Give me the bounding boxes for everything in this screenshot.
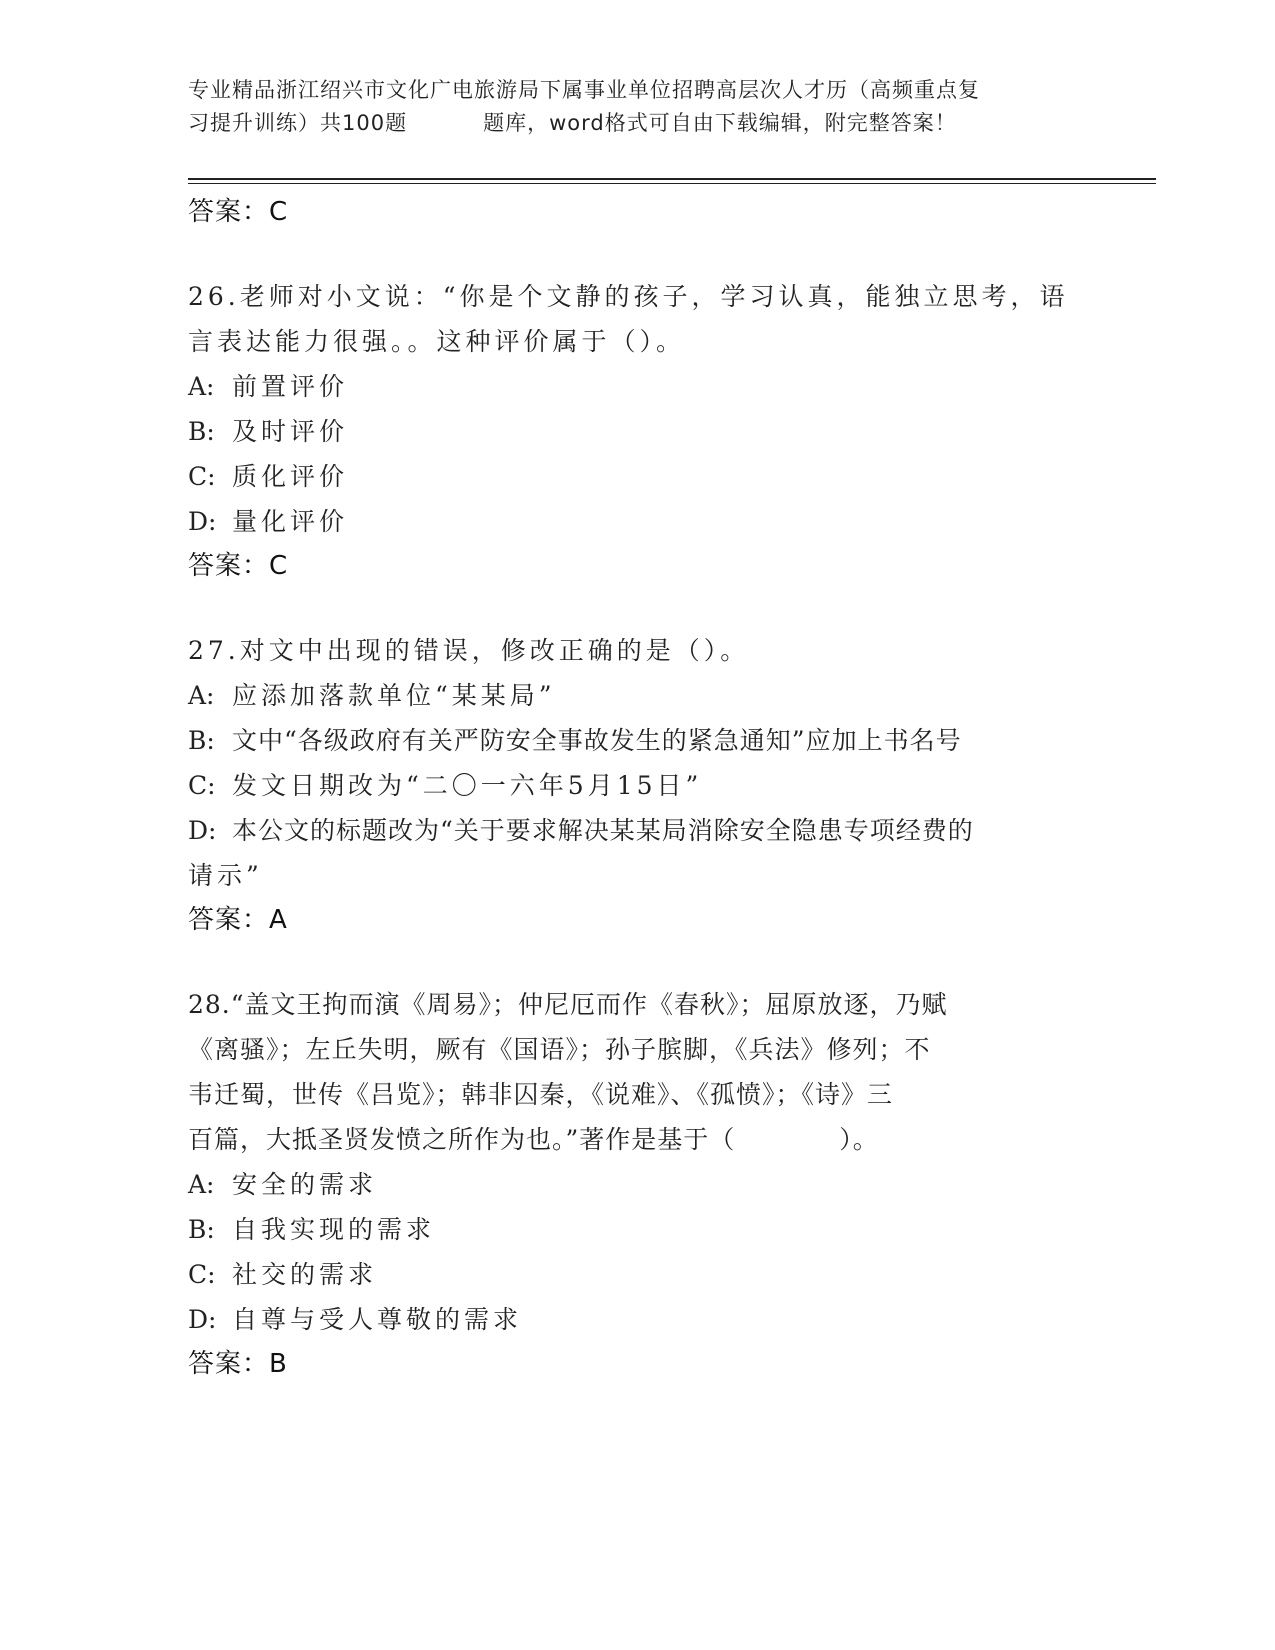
question-28 [188,982,1088,1386]
option-text: 文中“各级政府有关严防安全事故发生的紧急通知”应加上书名号 [232,726,962,755]
option-letter: B: [188,417,215,446]
option-letter: A: [188,681,215,710]
question-27 [188,628,1088,942]
option-letter: D: [188,1305,217,1334]
answer-line: 答案：C [188,551,289,581]
option-letter: C: [188,462,216,491]
option-text: 及时评价 [232,417,349,446]
header-divider-thin [188,183,1156,184]
header-line-2 [188,107,1088,140]
option-letter: C: [188,771,216,800]
option-letter: C: [188,1260,216,1289]
header-line-2-part-b: 题库，word格式可自由下载编辑，附完整答案！ [483,111,957,135]
option-b [188,1207,1088,1252]
option-b [188,409,1088,454]
question-stem-line: 28.“盖文王拘而演《周易》；仲尼厄而作《春秋》；屈原放逐，乃赋 [188,990,948,1019]
option-text: 自尊与受人尊敬的需求 [232,1305,523,1334]
option-letter: A: [188,1170,215,1199]
page-header [188,74,1088,140]
answer-line: 答案：A [188,905,288,935]
option-text: 质化评价 [232,462,349,491]
option-d [188,1297,1088,1342]
option-c [188,1252,1088,1297]
option-c [188,454,1088,499]
option-letter: D: [188,507,217,536]
option-c [188,763,1088,808]
option-a [188,1162,1088,1207]
previous-answer: 答案：C [188,197,289,227]
question-stem-line: 26.老师对小文说：“你是个文静的孩子，学习认真，能独立思考，语 [188,282,1069,311]
option-text: 发文日期改为“二〇一六年5月15日” [232,771,703,800]
option-text: 安全的需求 [232,1170,378,1199]
header-line-1: 专业精品浙江绍兴市文化广电旅游局下属事业单位招聘高层次人才历（高频重点复 [188,78,980,102]
document-body [188,190,1088,1386]
question-stem-line: 韦迁蜀，世传《吕览》；韩非囚秦，《说难》、《孤愤》；《诗》三 [188,1080,894,1109]
option-b [188,718,1088,763]
option-letter: A: [188,372,215,401]
option-a [188,673,1088,718]
option-text: 量化评价 [232,507,349,536]
option-letter: D: [188,816,217,845]
question-stem-line: 百篇，大抵圣贤发愤之所作为也。”著作是基于（ ）。 [188,1125,879,1154]
option-letter: B: [188,1215,215,1244]
question-stem-line: 《离骚》；左丘失明，厥有《国语》；孙子膑脚，《兵法》修列；不 [188,1035,931,1064]
answer-line: 答案：B [188,1349,288,1379]
option-text: 本公文的标题改为“关于要求解决某某局消除安全隐患专项经费的 [232,816,974,845]
option-letter: B: [188,726,215,755]
option-text: 前置评价 [232,372,349,401]
option-d [188,808,1088,853]
option-text: 应添加落款单位“某某局” [232,681,556,710]
header-divider-thick [188,178,1156,180]
option-text: 社交的需求 [232,1260,378,1289]
option-d [188,499,1088,544]
option-text: 自我实现的需求 [232,1215,436,1244]
option-d-continuation: 请示” [188,861,263,890]
question-stem-line: 言表达能力很强。。这种评价属于（）。 [188,327,686,356]
option-a [188,364,1088,409]
question-26 [188,274,1088,588]
question-stem-line: 27.对文中出现的错误，修改正确的是（）。 [188,636,750,665]
header-line-2-part-a: 习提升训练）共100题 [188,111,408,135]
